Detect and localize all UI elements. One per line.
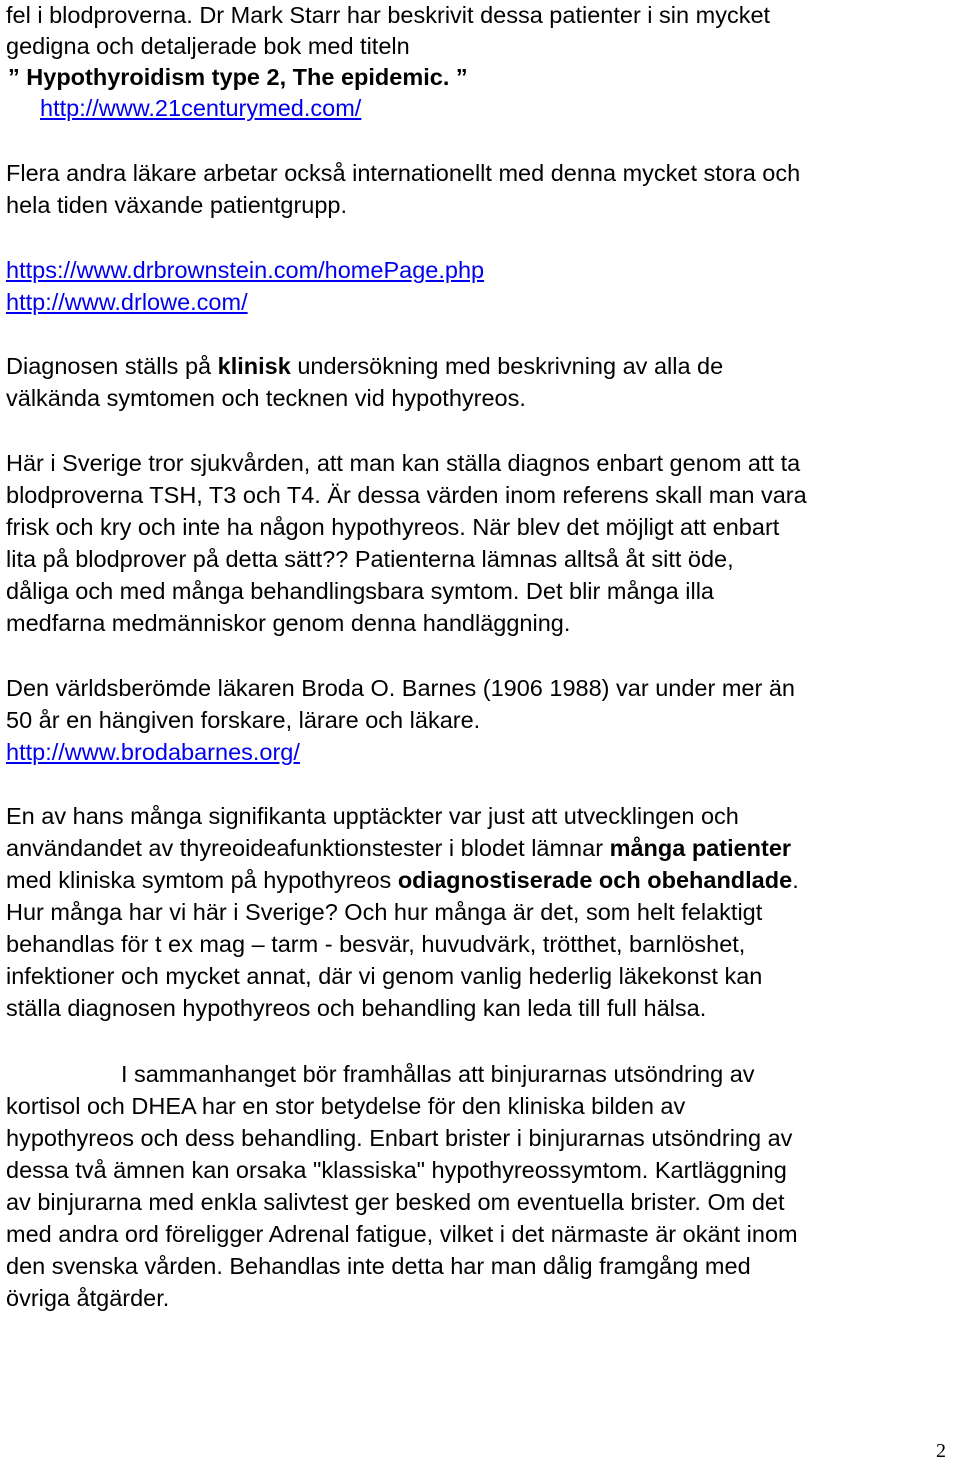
text-line: 50 år en hängiven forskare, lärare och läkare. [6, 707, 481, 733]
discovery-paragraph [6, 800, 954, 1024]
text-line: användandet av thyreoideafunktionstester i blodet lämnar många patienter [6, 835, 792, 861]
text-line: Flera andra läkare arbetar också internationellt med denna mycket stora och [6, 160, 801, 186]
page-number: 2 [936, 1440, 946, 1462]
text-line: Den världsberömde läkaren Broda O. Barnes (1906 1988) var under mer än [6, 675, 795, 701]
link-line [6, 736, 954, 768]
text-line: lita på blodprover på detta sätt?? Patienterna lämnas alltså åt sitt öde, [6, 546, 734, 572]
emphasis: klinisk [217, 353, 291, 379]
text-line: hypothyreos och dess behandling. Enbart brister i binjurarnas utsöndring av [6, 1125, 793, 1151]
text-line: blodproverna TSH, T3 och T4. Är dessa värden inom referens skall man vara [6, 482, 807, 508]
text-line: hela tiden växande patientgrupp. [6, 192, 348, 218]
barnes-paragraph [6, 672, 954, 768]
sweden-paragraph [6, 447, 954, 639]
text-line: Här i Sverige tror sjukvården, att man kan ställa diagnos enbart genom att ta [6, 450, 801, 476]
text-line: I sammanhanget bör framhållas att binjurarnas utsöndring av [121, 1061, 755, 1087]
text-line: infektioner och mycket annat, där vi genom vanlig hederlig läkekonst kan [6, 963, 763, 989]
doctor-links [6, 254, 954, 318]
text-line: med kliniska symtom på hypothyreos odiagnostiserade och obehandlade. [6, 867, 799, 893]
text-line: behandlas för t ex mag – tarm - besvär, huvudvärk, trötthet, barnlöshet, [6, 931, 746, 957]
text-line: fel i blodproverna. Dr Mark Starr har beskrivit dessa patienter i sin mycket [6, 2, 771, 28]
text-line: ställa diagnosen hypothyreos och behandling kan leda till full hälsa. [6, 995, 707, 1021]
text-line: medfarna medmänniskor genom denna handläggning. [6, 610, 571, 636]
emphasis: odiagnostiserade och obehandlade [397, 867, 793, 893]
text-line: av binjurarna med enkla salivtest ger besked om eventuella brister. Om det [6, 1189, 785, 1215]
text-line: kortisol och DHEA har en stor betydelse för den kliniska bilden av [6, 1093, 686, 1119]
text-line: En av hans många signifikanta upptäckter var just att utvecklingen och [6, 803, 739, 829]
book-title: ” Hypothyroidism type 2, The epidemic. ” [8, 64, 468, 90]
drlowe-link[interactable]: http://www.drlowe.com/ [6, 289, 248, 315]
link-line [6, 286, 954, 318]
text-line: frisk och kry och inte ha någon hypothyreos. När blev det möjligt att enbart [6, 514, 780, 540]
link-line [6, 254, 954, 286]
text-line: dessa två ämnen kan orsaka "klassiska" hypothyreossymtom. Kartläggning [6, 1157, 787, 1183]
brodabarnes-link[interactable]: http://www.brodabarnes.org/ [6, 739, 300, 765]
drbrownstein-link[interactable]: https://www.drbrownstein.com/homePage.php [6, 257, 485, 283]
text-line: med andra ord föreligger Adrenal fatigue, vilket i det närmaste är okänt inom [6, 1221, 798, 1247]
text-line: dåliga och med många behandlingsbara symtom. Det blir många illa [6, 578, 714, 604]
text-line: välkända symtomen och tecknen vid hypothyreos. [6, 385, 526, 411]
adrenal-paragraph [6, 1058, 954, 1314]
link-line [6, 93, 954, 124]
text-line: den svenska vården. Behandlas inte detta har man dålig framgång med [6, 1253, 751, 1279]
text-line: Diagnosen ställs på klinisk undersökning med beskrivning av alla de [6, 353, 724, 379]
text-line: gedigna och detaljerade bok med titeln [6, 33, 410, 59]
intro-paragraph [6, 0, 954, 124]
text-line: övriga åtgärder. [6, 1285, 170, 1311]
emphasis: många patienter [609, 835, 792, 861]
21centurymed-link[interactable]: http://www.21centurymed.com/ [40, 95, 362, 121]
other-doctors-paragraph [6, 157, 954, 221]
text-line: Hur många har vi här i Sverige? Och hur många är det, som helt felaktigt [6, 899, 763, 925]
diagnosis-paragraph [6, 350, 954, 414]
